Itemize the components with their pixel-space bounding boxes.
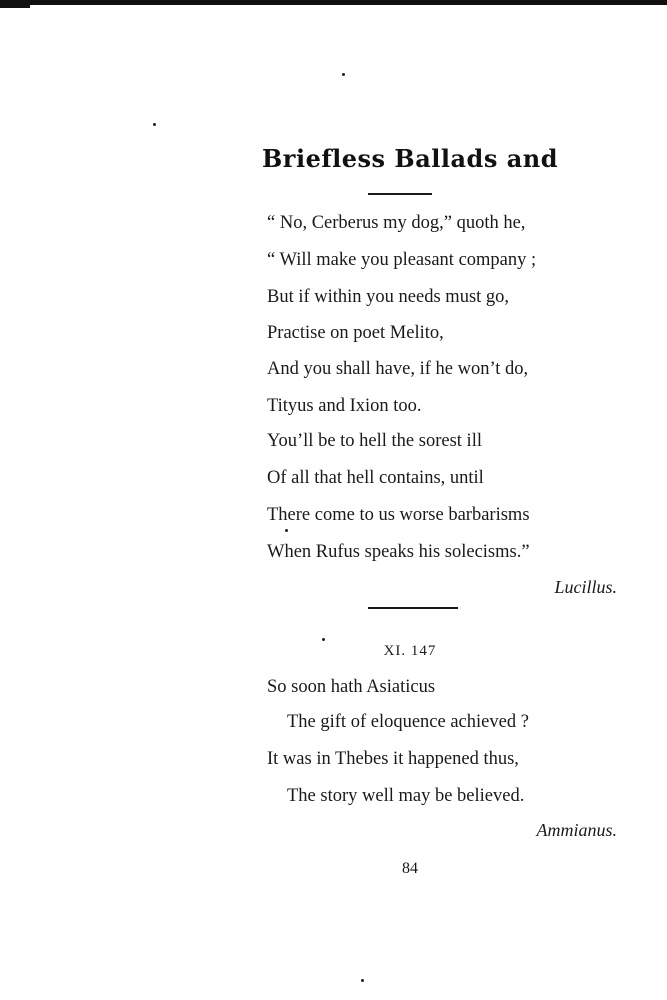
- verse-line: Of all that hell contains, until: [267, 468, 484, 488]
- verse-line: You’ll be to hell the sorest ill: [267, 431, 482, 451]
- scan-speck: [285, 529, 288, 532]
- verse-line: The story well may be believed.: [287, 786, 525, 806]
- verse-line: There come to us worse barbarisms: [267, 505, 530, 525]
- verse-line: So soon hath Asiaticus: [267, 677, 436, 697]
- scan-speck: [342, 73, 345, 76]
- verse-line: The gift of eloquence achieved ?: [287, 712, 529, 732]
- verse-line: “ No, Cerberus my dog,” quoth he,: [267, 213, 526, 233]
- verse-line: But if within you needs must go,: [267, 287, 510, 307]
- scan-speck: [361, 979, 364, 982]
- scan-top-mark: [0, 5, 30, 8]
- running-head: Briefless Ballads and: [262, 144, 558, 173]
- verse-line: And you shall have, if he won’t do,: [267, 359, 529, 379]
- scan-speck: [322, 638, 325, 641]
- section-rule: [368, 607, 458, 609]
- verse-line: When Rufus speaks his solecisms.”: [267, 542, 530, 562]
- verse-line: Practise on poet Melito,: [267, 323, 444, 343]
- verse-line: “ Will make you pleasant company ;: [267, 250, 537, 270]
- head-rule: [368, 193, 432, 195]
- page-number: 84: [402, 860, 418, 877]
- scan-top-border: [0, 0, 667, 5]
- verse-line: Tityus and Ixion too.: [267, 396, 422, 416]
- attribution-ammianus: Ammianus.: [536, 820, 617, 840]
- verse-line: It was in Thebes it happened thus,: [267, 749, 519, 769]
- attribution-lucillus: Lucillus.: [554, 577, 617, 597]
- scan-speck: [153, 123, 156, 126]
- epigram-number: XI. 147: [383, 643, 437, 659]
